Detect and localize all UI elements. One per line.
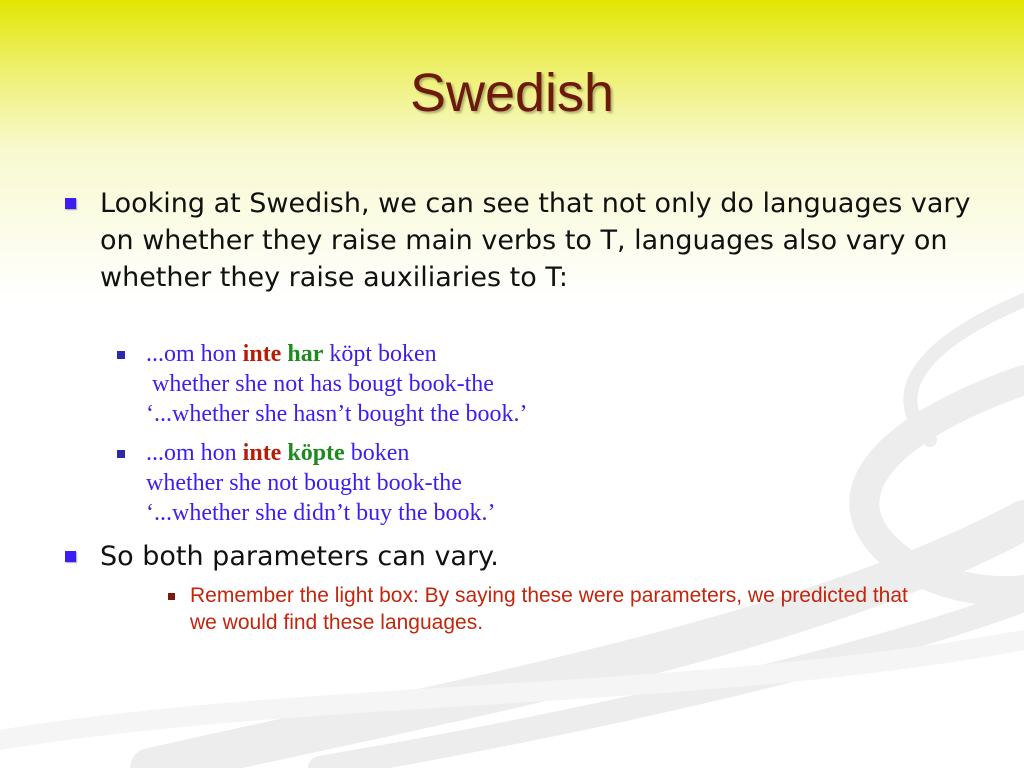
translation-line: ‘...whether she didn’t buy the book.’ — [146, 500, 496, 526]
note-bullet-square-icon — [168, 593, 175, 600]
example-text: köpt boken — [323, 341, 437, 367]
negation-word: inte — [242, 440, 282, 466]
bullet-text: Looking at Swedish, we can see that not only do languages vary on whether they raise main verbs to T, languages also vary on whether they raise auxiliaries to T: — [100, 188, 971, 293]
sub-bullet-square-icon — [117, 450, 125, 458]
slide-title: Swedish — [409, 63, 615, 123]
verb-word: har — [287, 341, 324, 367]
bullet-text: So both parameters can vary. — [100, 541, 499, 572]
example-line — [146, 339, 437, 369]
example-text: boken — [344, 440, 410, 466]
gloss-line: whether she not bought book-the — [146, 470, 462, 496]
example-line — [146, 438, 409, 468]
note-text: Remember the light box: By saying these were parameters, we predicted that we would find these languages. — [190, 584, 908, 634]
sub-bullet-square-icon — [117, 351, 125, 359]
verb-word: köpte — [287, 440, 345, 466]
example-text: ...om hon — [146, 440, 243, 466]
translation-line: ‘...whether she hasn’t bought the book.’ — [146, 401, 528, 427]
bullet-square-icon — [65, 551, 76, 562]
negation-word: inte — [242, 341, 282, 367]
gloss-line: whether she not has bougt book-the — [152, 371, 494, 397]
example-text: ...om hon — [146, 341, 243, 367]
bullet-square-icon — [65, 198, 76, 209]
